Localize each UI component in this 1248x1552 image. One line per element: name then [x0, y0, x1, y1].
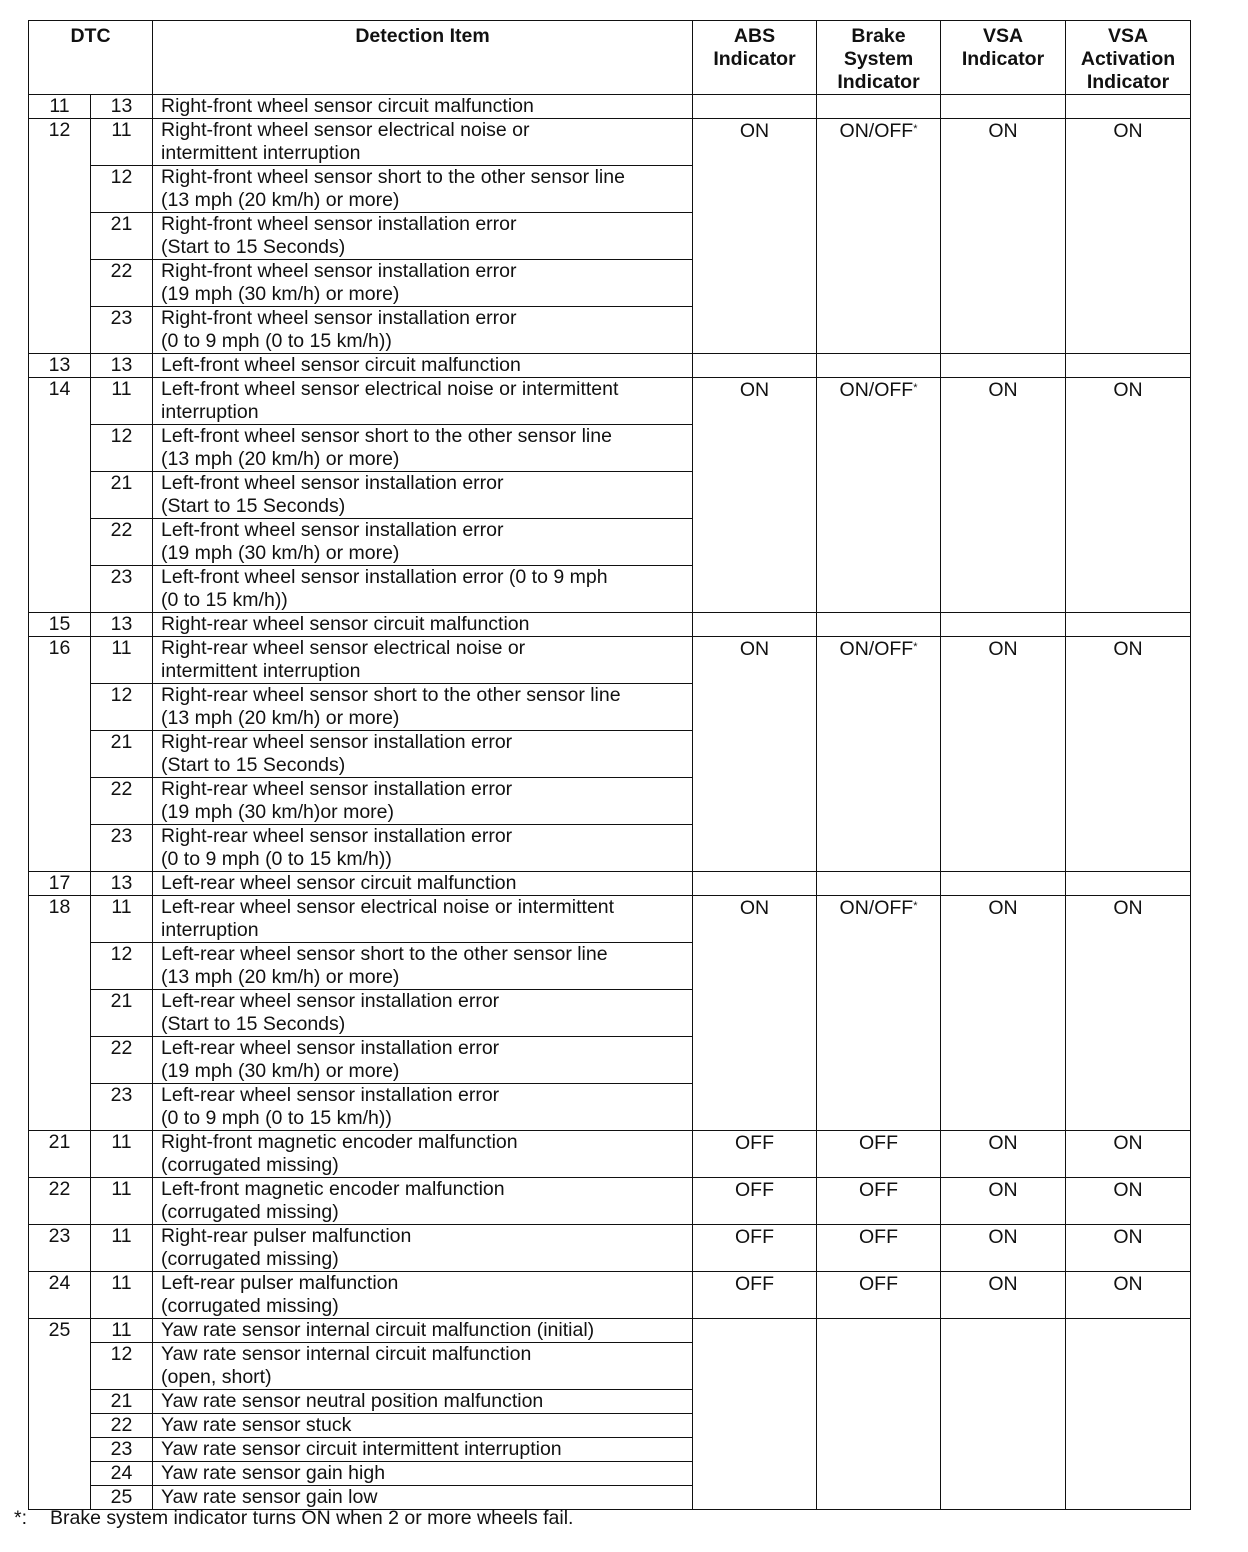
header-brake-system-indicator: Brake System Indicator	[817, 21, 941, 95]
indicator-state: ON/OFF	[839, 379, 914, 401]
table-row	[29, 896, 1191, 943]
dtc-main-code: 23	[29, 1225, 91, 1272]
brake-system-indicator-value-text	[823, 379, 934, 402]
dtc-sub-code: 13	[91, 872, 153, 896]
abs-indicator-value-text	[699, 1132, 810, 1155]
dtc-main-code: 22	[29, 1178, 91, 1225]
dtc-main-code: 24	[29, 1272, 91, 1319]
dtc-sub-code: 24	[91, 1462, 153, 1486]
indicator-state: ON	[988, 379, 1018, 401]
table-row	[29, 354, 1191, 378]
footnote-mark: *:	[14, 1507, 28, 1529]
indicator-state: OFF	[735, 1226, 775, 1248]
abs-indicator-value-text	[699, 1226, 810, 1249]
vsa-indicator-value-text	[947, 638, 1059, 661]
header-detection-item: Detection Item	[153, 21, 693, 95]
dtc-sub-code: 11	[91, 1319, 153, 1343]
detection-item: Right-rear wheel sensor installation error (Start to 15 Seconds)	[153, 731, 693, 778]
detection-item: Right-front wheel sensor electrical noise or intermittent interruption	[153, 119, 693, 166]
dtc-sub-code: 11	[91, 1131, 153, 1178]
vsa-indicator-value	[941, 354, 1066, 378]
vsa-indicator-value-text	[947, 1273, 1059, 1296]
brake-system-indicator-value	[817, 896, 941, 1131]
footnote-star-mark: *	[913, 382, 918, 394]
abs-indicator-value-text	[699, 897, 810, 920]
detection-item: Left-front wheel sensor installation error (19 mph (30 km/h) or more)	[153, 519, 693, 566]
detection-item: Left-rear wheel sensor installation error (Start to 15 Seconds)	[153, 990, 693, 1037]
dtc-main-code: 25	[29, 1319, 91, 1510]
indicator-state: ON	[1113, 897, 1143, 919]
brake-system-indicator-value	[817, 1225, 941, 1272]
vsa-activation-indicator-value	[1066, 637, 1191, 872]
vsa-indicator-value	[941, 1319, 1066, 1510]
dtc-sub-code: 25	[91, 1486, 153, 1510]
brake-system-indicator-value	[817, 1319, 941, 1510]
table-row	[29, 1225, 1191, 1272]
dtc-sub-code: 13	[91, 613, 153, 637]
abs-indicator-value	[693, 872, 817, 896]
table-row	[29, 872, 1191, 896]
brake-system-indicator-value-text	[823, 897, 934, 920]
detection-item: Right-front wheel sensor installation error (19 mph (30 km/h) or more)	[153, 260, 693, 307]
table-row	[29, 1272, 1191, 1319]
detection-item: Left-rear pulser malfunction (corrugated missing)	[153, 1272, 693, 1319]
brake-system-indicator-value	[817, 378, 941, 613]
vsa-indicator-value	[941, 613, 1066, 637]
detection-item: Yaw rate sensor stuck	[153, 1414, 693, 1438]
detection-item: Left-front wheel sensor short to the other sensor line (13 mph (20 km/h) or more)	[153, 425, 693, 472]
indicator-state: OFF	[735, 1132, 775, 1154]
vsa-activation-indicator-value-text	[1072, 120, 1184, 143]
detection-item: Right-front wheel sensor installation error (0 to 9 mph (0 to 15 km/h))	[153, 307, 693, 354]
header-vsa-activation-indicator: VSA Activation Indicator	[1066, 21, 1191, 95]
vsa-activation-indicator-value	[1066, 378, 1191, 613]
dtc-table-body	[29, 95, 1191, 1510]
detection-item: Right-rear wheel sensor installation error (0 to 9 mph (0 to 15 km/h))	[153, 825, 693, 872]
dtc-sub-code: 23	[91, 1438, 153, 1462]
table-row	[29, 1319, 1191, 1343]
dtc-sub-code: 23	[91, 1084, 153, 1131]
dtc-sub-code: 12	[91, 943, 153, 990]
dtc-sub-code: 23	[91, 566, 153, 613]
vsa-activation-indicator-value-text	[1072, 638, 1184, 661]
vsa-activation-indicator-value	[1066, 354, 1191, 378]
indicator-state: ON/OFF	[839, 120, 914, 142]
brake-system-indicator-value	[817, 613, 941, 637]
dtc-sub-code: 11	[91, 637, 153, 684]
brake-system-indicator-value-text	[823, 1179, 934, 1202]
detection-item: Left-front wheel sensor electrical noise or intermittent interruption	[153, 378, 693, 425]
vsa-activation-indicator-value	[1066, 1319, 1191, 1510]
footnote-star-mark: *	[913, 641, 918, 653]
detection-item: Left-rear wheel sensor circuit malfunction	[153, 872, 693, 896]
vsa-indicator-value-text	[947, 1179, 1059, 1202]
brake-system-indicator-value-text	[823, 1226, 934, 1249]
vsa-indicator-value	[941, 896, 1066, 1131]
abs-indicator-value	[693, 896, 817, 1131]
abs-indicator-value-text	[699, 1273, 810, 1296]
dtc-main-code: 17	[29, 872, 91, 896]
footnote	[14, 1506, 573, 1530]
dtc-main-code: 11	[29, 95, 91, 119]
brake-system-indicator-value	[817, 1178, 941, 1225]
dtc-main-code: 15	[29, 613, 91, 637]
dtc-sub-code: 22	[91, 260, 153, 307]
abs-indicator-value	[693, 1225, 817, 1272]
indicator-state: OFF	[735, 1273, 775, 1295]
vsa-indicator-value-text	[947, 897, 1059, 920]
vsa-activation-indicator-value-text	[1072, 1132, 1184, 1155]
detection-item: Left-rear wheel sensor electrical noise or intermittent interruption	[153, 896, 693, 943]
vsa-activation-indicator-value	[1066, 119, 1191, 354]
vsa-activation-indicator-value	[1066, 1131, 1191, 1178]
dtc-main-code: 21	[29, 1131, 91, 1178]
indicator-state: ON	[988, 1226, 1018, 1248]
dtc-sub-code: 23	[91, 825, 153, 872]
brake-system-indicator-value	[817, 872, 941, 896]
vsa-indicator-value-text	[947, 1132, 1059, 1155]
detection-item: Left-front magnetic encoder malfunction (corrugated missing)	[153, 1178, 693, 1225]
vsa-indicator-value	[941, 1131, 1066, 1178]
dtc-table	[28, 20, 1191, 1510]
abs-indicator-value	[693, 378, 817, 613]
dtc-table-sheet	[28, 20, 1190, 1510]
vsa-indicator-value-text	[947, 379, 1059, 402]
dtc-sub-code: 12	[91, 684, 153, 731]
detection-item: Right-front magnetic encoder malfunction (corrugated missing)	[153, 1131, 693, 1178]
vsa-activation-indicator-value-text	[1072, 1273, 1184, 1296]
indicator-state: ON	[1113, 1273, 1143, 1295]
abs-indicator-value	[693, 637, 817, 872]
detection-item: Right-front wheel sensor short to the other sensor line (13 mph (20 km/h) or more)	[153, 166, 693, 213]
dtc-sub-code: 11	[91, 1178, 153, 1225]
brake-system-indicator-value	[817, 637, 941, 872]
dtc-main-code: 14	[29, 378, 91, 613]
abs-indicator-value	[693, 95, 817, 119]
table-row	[29, 613, 1191, 637]
brake-system-indicator-value-text	[823, 120, 934, 143]
vsa-indicator-value	[941, 872, 1066, 896]
vsa-indicator-value-text	[947, 120, 1059, 143]
brake-system-indicator-value	[817, 119, 941, 354]
detection-item: Yaw rate sensor internal circuit malfunction (initial)	[153, 1319, 693, 1343]
table-row	[29, 1178, 1191, 1225]
abs-indicator-value	[693, 1319, 817, 1510]
header-dtc: DTC	[29, 21, 153, 95]
indicator-state: OFF	[859, 1132, 899, 1154]
header-abs-indicator: ABS Indicator	[693, 21, 817, 95]
detection-item: Yaw rate sensor internal circuit malfunction (open, short)	[153, 1343, 693, 1390]
vsa-indicator-value-text	[947, 1226, 1059, 1249]
dtc-main-code: 13	[29, 354, 91, 378]
vsa-indicator-value	[941, 119, 1066, 354]
brake-system-indicator-value-text	[823, 1132, 934, 1155]
dtc-sub-code: 13	[91, 354, 153, 378]
indicator-state: ON	[739, 379, 770, 401]
vsa-indicator-value	[941, 637, 1066, 872]
indicator-state: ON	[1113, 638, 1143, 660]
abs-indicator-value	[693, 1272, 817, 1319]
dtc-sub-code: 23	[91, 307, 153, 354]
detection-item: Left-rear wheel sensor installation error (0 to 9 mph (0 to 15 km/h))	[153, 1084, 693, 1131]
vsa-activation-indicator-value	[1066, 1225, 1191, 1272]
dtc-sub-code: 21	[91, 213, 153, 260]
dtc-sub-code: 12	[91, 1343, 153, 1390]
brake-system-indicator-value	[817, 354, 941, 378]
dtc-sub-code: 21	[91, 990, 153, 1037]
indicator-state: ON	[1113, 1226, 1143, 1248]
dtc-sub-code: 11	[91, 896, 153, 943]
dtc-main-code: 18	[29, 896, 91, 1131]
table-row	[29, 95, 1191, 119]
indicator-state: OFF	[735, 1179, 775, 1201]
detection-item: Right-rear wheel sensor short to the other sensor line (13 mph (20 km/h) or more)	[153, 684, 693, 731]
dtc-sub-code: 12	[91, 425, 153, 472]
detection-item: Yaw rate sensor gain high	[153, 1462, 693, 1486]
footnote-star-mark: *	[913, 900, 918, 912]
abs-indicator-value	[693, 1131, 817, 1178]
vsa-activation-indicator-value	[1066, 872, 1191, 896]
indicator-state: ON	[988, 1179, 1018, 1201]
footnote-text: Brake system indicator turns ON when 2 or more wheels fail.	[50, 1507, 574, 1529]
dtc-sub-code: 11	[91, 378, 153, 425]
detection-item: Left-front wheel sensor installation error (Start to 15 Seconds)	[153, 472, 693, 519]
dtc-sub-code: 22	[91, 1037, 153, 1084]
indicator-state: ON	[988, 1132, 1018, 1154]
detection-item: Yaw rate sensor gain low	[153, 1486, 693, 1510]
indicator-state: ON	[1113, 379, 1143, 401]
indicator-state: ON	[1113, 1179, 1143, 1201]
brake-system-indicator-value	[817, 95, 941, 119]
vsa-indicator-value	[941, 1178, 1066, 1225]
detection-item: Right-front wheel sensor circuit malfunction	[153, 95, 693, 119]
table-row	[29, 1131, 1191, 1178]
brake-system-indicator-value	[817, 1131, 941, 1178]
vsa-activation-indicator-value	[1066, 95, 1191, 119]
vsa-indicator-value	[941, 1272, 1066, 1319]
vsa-indicator-value	[941, 95, 1066, 119]
vsa-activation-indicator-value	[1066, 896, 1191, 1131]
footnote-star-mark: *	[913, 123, 918, 135]
brake-system-indicator-value-text	[823, 638, 934, 661]
indicator-state: ON	[988, 1273, 1018, 1295]
abs-indicator-value-text	[699, 1179, 810, 1202]
dtc-sub-code: 11	[91, 1272, 153, 1319]
brake-system-indicator-value-text	[823, 1273, 934, 1296]
indicator-state: ON/OFF	[839, 638, 914, 660]
detection-item: Right-rear wheel sensor installation error (19 mph (30 km/h)or more)	[153, 778, 693, 825]
dtc-sub-code: 22	[91, 778, 153, 825]
indicator-state: ON	[1113, 120, 1143, 142]
header-vsa-indicator: VSA Indicator	[941, 21, 1066, 95]
dtc-main-code: 12	[29, 119, 91, 354]
vsa-indicator-value	[941, 1225, 1066, 1272]
abs-indicator-value	[693, 1178, 817, 1225]
indicator-state: ON	[739, 638, 770, 660]
detection-item: Left-rear wheel sensor short to the other sensor line (13 mph (20 km/h) or more)	[153, 943, 693, 990]
indicator-state: ON	[739, 120, 770, 142]
dtc-sub-code: 21	[91, 1390, 153, 1414]
abs-indicator-value-text	[699, 120, 810, 143]
vsa-activation-indicator-value	[1066, 613, 1191, 637]
abs-indicator-value	[693, 119, 817, 354]
vsa-activation-indicator-value-text	[1072, 897, 1184, 920]
indicator-state: ON	[988, 897, 1018, 919]
dtc-sub-code: 13	[91, 95, 153, 119]
detection-item: Right-rear pulser malfunction (corrugated missing)	[153, 1225, 693, 1272]
abs-indicator-value-text	[699, 638, 810, 661]
table-row	[29, 637, 1191, 684]
dtc-sub-code: 11	[91, 119, 153, 166]
detection-item: Yaw rate sensor circuit intermittent interruption	[153, 1438, 693, 1462]
detection-item: Left-rear wheel sensor installation error (19 mph (30 km/h) or more)	[153, 1037, 693, 1084]
indicator-state: ON	[1113, 1132, 1143, 1154]
indicator-state: ON	[988, 638, 1018, 660]
detection-item: Right-rear wheel sensor circuit malfunction	[153, 613, 693, 637]
dtc-main-code: 16	[29, 637, 91, 872]
dtc-sub-code: 21	[91, 731, 153, 778]
vsa-activation-indicator-value	[1066, 1272, 1191, 1319]
table-row	[29, 378, 1191, 425]
indicator-state: ON	[739, 897, 770, 919]
abs-indicator-value	[693, 354, 817, 378]
detection-item: Yaw rate sensor neutral position malfunction	[153, 1390, 693, 1414]
dtc-sub-code: 21	[91, 472, 153, 519]
dtc-sub-code: 11	[91, 1225, 153, 1272]
vsa-activation-indicator-value-text	[1072, 1179, 1184, 1202]
indicator-state: OFF	[859, 1179, 899, 1201]
indicator-state: OFF	[859, 1273, 899, 1295]
abs-indicator-value-text	[699, 379, 810, 402]
vsa-activation-indicator-value-text	[1072, 379, 1184, 402]
table-row	[29, 119, 1191, 166]
indicator-state: ON	[988, 120, 1018, 142]
abs-indicator-value	[693, 613, 817, 637]
vsa-indicator-value	[941, 378, 1066, 613]
indicator-state: OFF	[859, 1226, 899, 1248]
header-row	[29, 21, 1191, 95]
dtc-sub-code: 22	[91, 519, 153, 566]
detection-item: Right-rear wheel sensor electrical noise or intermittent interruption	[153, 637, 693, 684]
vsa-activation-indicator-value-text	[1072, 1226, 1184, 1249]
detection-item: Left-front wheel sensor circuit malfunction	[153, 354, 693, 378]
brake-system-indicator-value	[817, 1272, 941, 1319]
dtc-sub-code: 12	[91, 166, 153, 213]
detection-item: Right-front wheel sensor installation error (Start to 15 Seconds)	[153, 213, 693, 260]
indicator-state: ON/OFF	[839, 897, 914, 919]
detection-item: Left-front wheel sensor installation error (0 to 9 mph (0 to 15 km/h))	[153, 566, 693, 613]
dtc-sub-code: 22	[91, 1414, 153, 1438]
vsa-activation-indicator-value	[1066, 1178, 1191, 1225]
